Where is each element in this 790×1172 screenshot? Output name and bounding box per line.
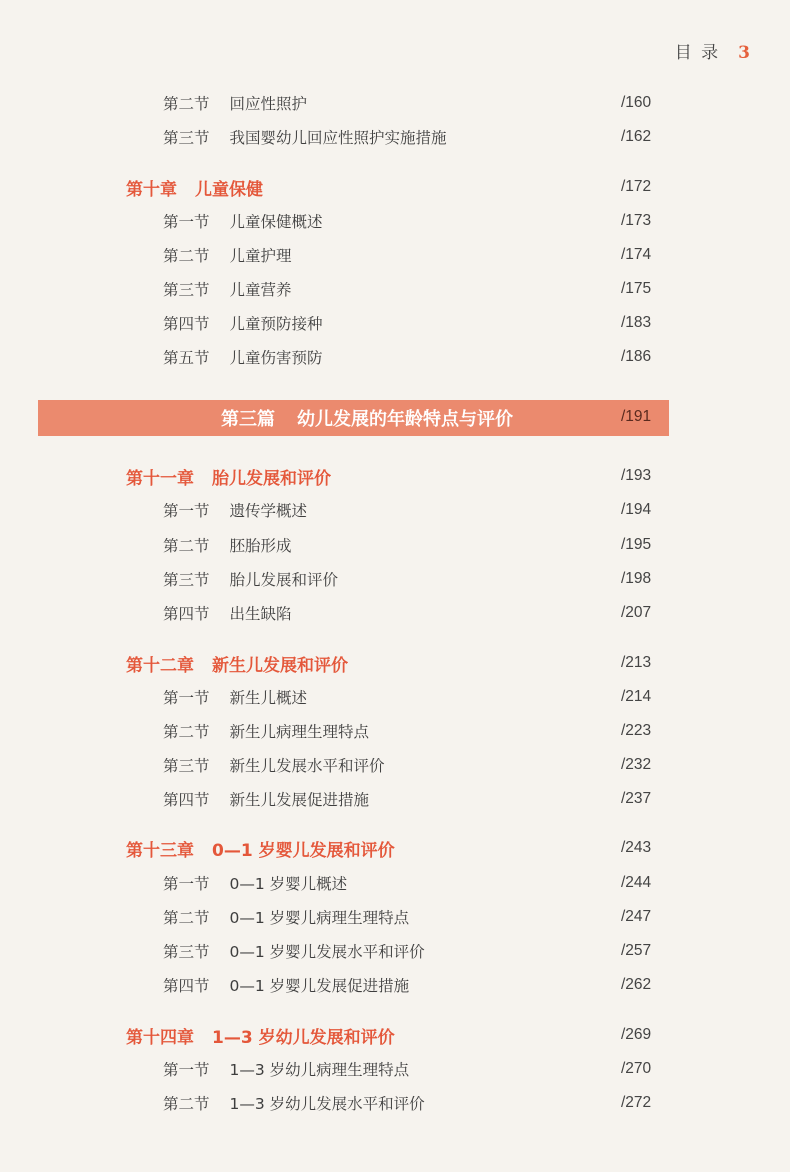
entry-number: 第十二章: [126, 655, 194, 676]
entry-label: [163, 278, 292, 300]
toc-section-entry[interactable]: [0, 936, 790, 966]
toc-section-entry[interactable]: [0, 598, 790, 628]
entry-label: [126, 836, 395, 861]
entry-label: [126, 175, 263, 200]
entry-number: 第一节: [163, 1061, 210, 1079]
toc-chapter-entry[interactable]: [0, 1020, 790, 1050]
entry-page: /214: [621, 688, 652, 705]
entry-title: 儿童保健: [195, 179, 263, 200]
entry-label: [163, 720, 369, 742]
entry-page: /193: [621, 467, 652, 484]
entry-title: 1—3 岁幼儿病理生理特点: [229, 1061, 410, 1079]
toc-section-entry[interactable]: [0, 750, 790, 780]
entry-title: 儿童伤害预防: [229, 349, 323, 367]
entry-title: 儿童护理: [229, 247, 292, 265]
toc-section-entry[interactable]: [0, 495, 790, 525]
part-number: 第三篇: [221, 409, 275, 430]
entry-number: 第二节: [163, 723, 210, 741]
entry-page: /213: [621, 654, 652, 671]
entry-label: [163, 1092, 425, 1114]
toc-section-entry[interactable]: [0, 206, 790, 236]
entry-page: /172: [621, 178, 652, 195]
entry-label: [163, 210, 323, 232]
header-page-number: 3: [738, 43, 750, 63]
entry-page: /257: [621, 942, 652, 959]
toc-section-entry[interactable]: [0, 1054, 790, 1084]
entry-page: /175: [621, 280, 652, 297]
entry-page: /198: [621, 570, 652, 587]
entry-page: /162: [621, 128, 652, 145]
entry-label: [163, 244, 292, 266]
entry-title: 遗传学概述: [229, 502, 308, 520]
entry-title: 新生儿发展水平和评价: [229, 757, 385, 775]
entry-label: [163, 602, 292, 624]
entry-number: 第十一章: [126, 468, 194, 489]
header-title: 目 录: [674, 43, 721, 63]
toc-section-entry[interactable]: [0, 240, 790, 270]
part-page: /191: [621, 408, 652, 425]
entry-page: /174: [621, 246, 652, 263]
entry-number: 第五节: [163, 349, 210, 367]
entry-number: 第三节: [163, 129, 210, 147]
entry-number: 第三节: [163, 281, 210, 299]
entry-title: 我国婴幼儿回应性照护实施措施: [229, 129, 447, 147]
entry-page: /270: [621, 1060, 652, 1077]
entry-title: 出生缺陷: [229, 605, 292, 623]
entry-page: /207: [621, 604, 652, 621]
toc-section-entry[interactable]: [0, 970, 790, 1000]
entry-number: 第三节: [163, 943, 210, 961]
entry-label: [126, 1023, 395, 1048]
entry-page: /186: [621, 348, 652, 365]
entry-number: 第四节: [163, 977, 210, 995]
entry-title: 儿童预防接种: [229, 315, 323, 333]
toc-chapter-entry[interactable]: [0, 461, 790, 491]
entry-page: /194: [621, 501, 652, 518]
toc-section-entry[interactable]: [0, 88, 790, 118]
part-banner[interactable]: [38, 400, 669, 436]
entry-label: [163, 872, 347, 894]
entry-number: 第十章: [126, 179, 177, 200]
entry-title: 胎儿发展和评价: [212, 468, 331, 489]
entry-number: 第二节: [163, 247, 210, 265]
entry-title: 1—3 岁幼儿发展和评价: [212, 1027, 395, 1048]
entry-label: [163, 1058, 409, 1080]
entry-label: [163, 346, 323, 368]
entry-page: /173: [621, 212, 652, 229]
entry-title: 0—1 岁婴儿病理生理特点: [229, 909, 410, 927]
entry-page: /232: [621, 756, 652, 773]
entry-label: [163, 534, 292, 556]
entry-page: /183: [621, 314, 652, 331]
entry-title: 0—1 岁婴儿发展和评价: [212, 840, 395, 861]
entry-page: /247: [621, 908, 652, 925]
part-label: [221, 405, 513, 431]
toc-section-entry[interactable]: [0, 274, 790, 304]
entry-number: 第三节: [163, 571, 210, 589]
part-title: 幼儿发展的年龄特点与评价: [297, 409, 513, 430]
entry-title: 0—1 岁婴儿发展水平和评价: [229, 943, 425, 961]
toc-section-entry[interactable]: [0, 308, 790, 338]
entry-title: 0—1 岁婴儿发展促进措施: [229, 977, 410, 995]
entry-number: 第十三章: [126, 840, 194, 861]
toc-section-entry[interactable]: [0, 342, 790, 372]
entry-title: 0—1 岁婴儿概述: [229, 875, 348, 893]
entry-number: 第十四章: [126, 1027, 194, 1048]
toc-section-entry[interactable]: [0, 784, 790, 814]
toc-chapter-entry[interactable]: [0, 833, 790, 863]
entry-number: 第二节: [163, 909, 210, 927]
entry-number: 第二节: [163, 537, 210, 555]
entry-label: [126, 464, 331, 489]
entry-page: /262: [621, 976, 652, 993]
toc-section-entry[interactable]: [0, 530, 790, 560]
entry-title: 儿童保健概述: [229, 213, 323, 231]
entry-number: 第四节: [163, 605, 210, 623]
entry-page: /160: [621, 94, 652, 111]
entry-page: /269: [621, 1026, 652, 1043]
entry-page: /223: [621, 722, 652, 739]
entry-title: 新生儿发展和评价: [212, 655, 348, 676]
toc-section-entry[interactable]: [0, 902, 790, 932]
entry-title: 胎儿发展和评价: [229, 571, 339, 589]
entry-label: [163, 312, 323, 334]
entry-title: 新生儿发展促进措施: [229, 791, 370, 809]
entry-page: /237: [621, 790, 652, 807]
entry-label: [163, 499, 307, 521]
entry-label: [163, 568, 338, 590]
toc-section-entry[interactable]: [0, 1088, 790, 1118]
entry-label: [163, 126, 447, 148]
entry-label: [163, 974, 409, 996]
toc-chapter-entry[interactable]: [0, 648, 790, 678]
entry-label: [163, 686, 307, 708]
entry-number: 第一节: [163, 502, 210, 520]
toc-section-entry[interactable]: [0, 716, 790, 746]
entry-title: 新生儿病理生理特点: [229, 723, 370, 741]
toc-section-entry[interactable]: [0, 564, 790, 594]
entry-label: [163, 754, 385, 776]
toc-chapter-entry[interactable]: [0, 172, 790, 202]
entry-label: [163, 788, 369, 810]
entry-number: 第一节: [163, 689, 210, 707]
entry-label: [163, 906, 409, 928]
entry-number: 第一节: [163, 875, 210, 893]
entry-number: 第四节: [163, 315, 210, 333]
entry-title: 胚胎形成: [229, 537, 292, 555]
toc-section-entry[interactable]: [0, 682, 790, 712]
entry-label: [163, 940, 425, 962]
entry-page: /243: [621, 839, 652, 856]
entry-title: 新生儿概述: [229, 689, 308, 707]
entry-number: 第二节: [163, 95, 210, 113]
entry-title: 儿童营养: [229, 281, 292, 299]
toc-section-entry[interactable]: [0, 868, 790, 898]
page-header: [675, 38, 750, 63]
entry-number: 第一节: [163, 213, 210, 231]
toc-section-entry[interactable]: [0, 122, 790, 152]
entry-title: 回应性照护: [229, 95, 308, 113]
entry-number: 第二节: [163, 1095, 210, 1113]
entry-label: [163, 92, 307, 114]
entry-number: 第三节: [163, 757, 210, 775]
entry-number: 第四节: [163, 791, 210, 809]
entry-title: 1—3 岁幼儿发展水平和评价: [229, 1095, 425, 1113]
entry-page: /244: [621, 874, 652, 891]
entry-page: /272: [621, 1094, 652, 1111]
entry-page: /195: [621, 536, 652, 553]
entry-label: [126, 651, 348, 676]
